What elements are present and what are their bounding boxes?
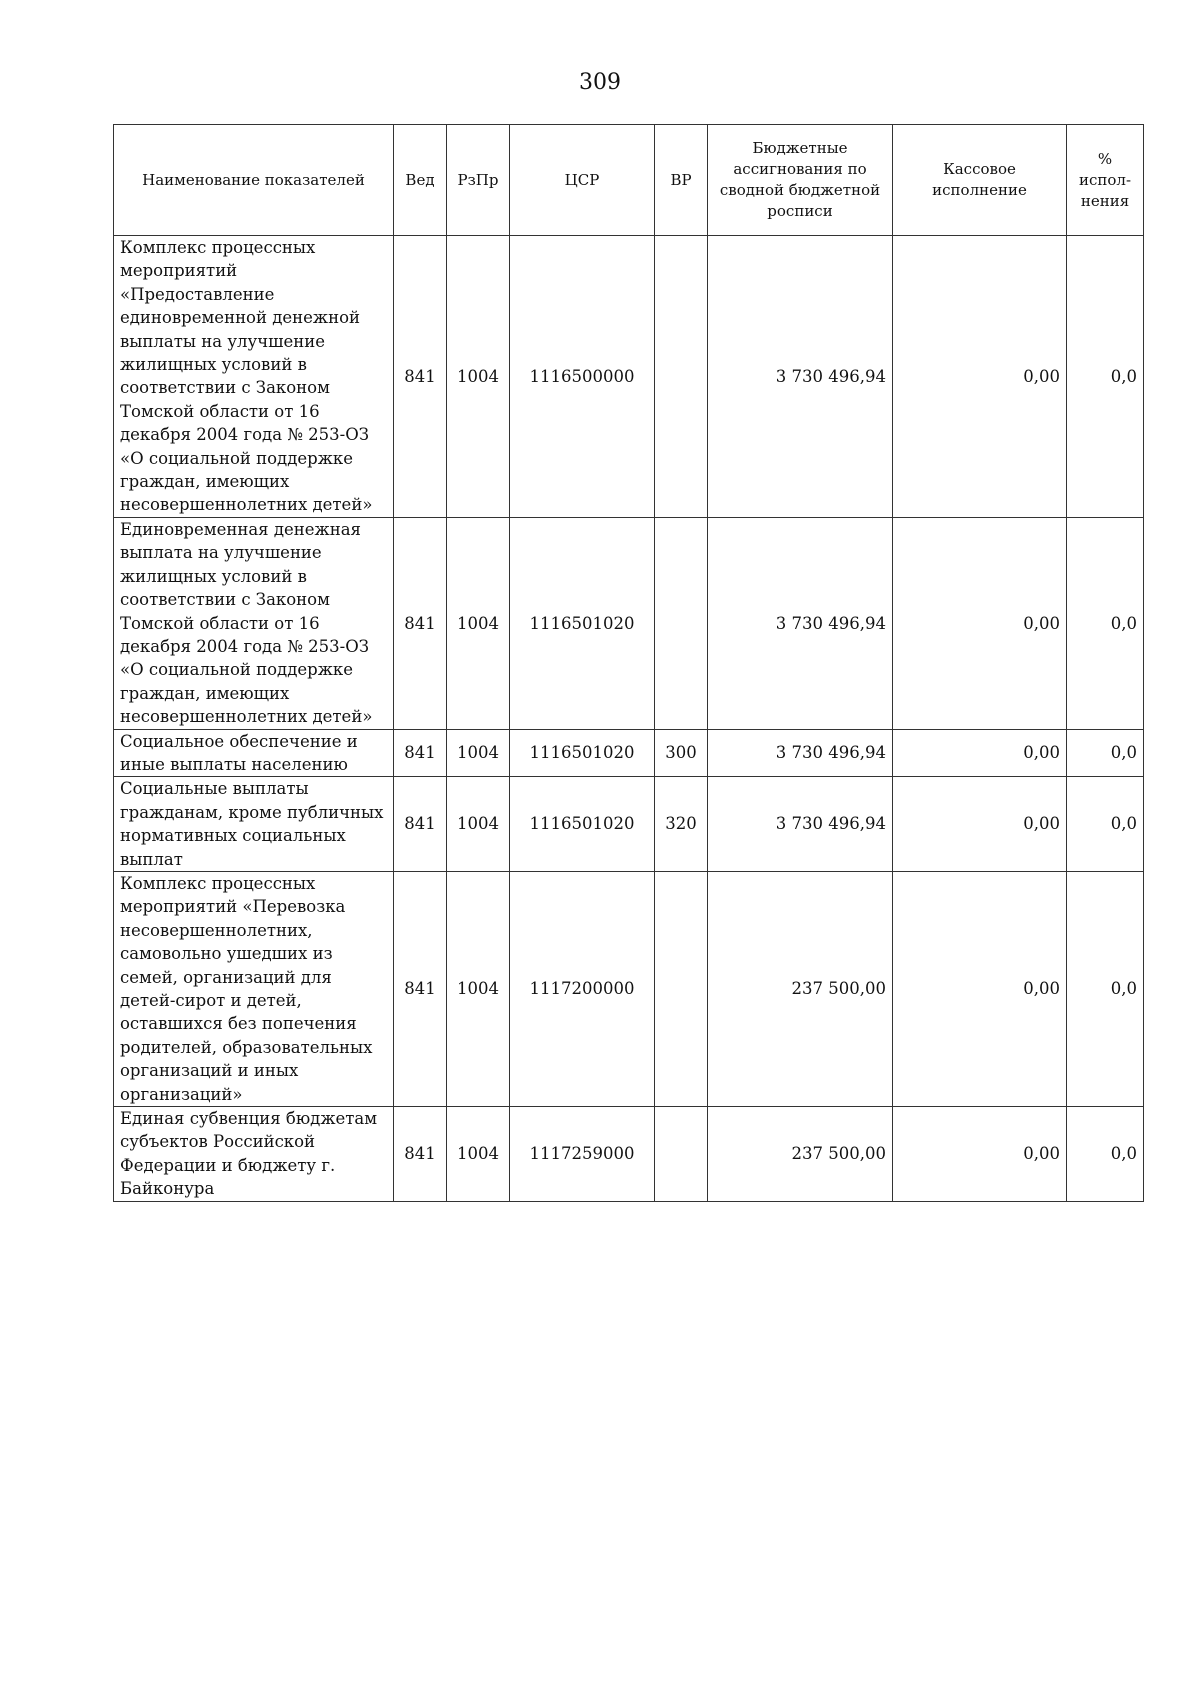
cell-ved: 841	[394, 729, 447, 777]
table-row	[114, 517, 1144, 729]
cell-ved: 841	[394, 777, 447, 872]
table-row	[114, 777, 1144, 872]
cell-cash: 0,00	[893, 236, 1067, 518]
cell-csr: 1116501020	[510, 517, 655, 729]
cell-rzpr: 1004	[447, 871, 510, 1106]
cell-rzpr: 1004	[447, 777, 510, 872]
header-allocations: Бюджетные ассигнования по сводной бюджетной росписи	[708, 125, 893, 236]
cell-name: Социальные выплаты гражданам, кроме публичных нормативных социальных выплат	[114, 777, 394, 872]
cell-csr: 1116500000	[510, 236, 655, 518]
cell-percent: 0,0	[1067, 236, 1144, 518]
cell-name: Комплекс процессных мероприятий «Перевозка несовершеннолетних, самовольно ушедших из семей, организаций для детей-сирот и детей, оставшихся без попечения родителей, образовательных организаций и иных организаций»	[114, 871, 394, 1106]
cell-cash: 0,00	[893, 871, 1067, 1106]
cell-csr: 1117259000	[510, 1107, 655, 1202]
cell-vr	[655, 871, 708, 1106]
cell-vr	[655, 1107, 708, 1202]
table-header-row	[114, 125, 1144, 236]
cell-allocations: 3 730 496,94	[708, 517, 893, 729]
cell-ved: 841	[394, 517, 447, 729]
cell-rzpr: 1004	[447, 1107, 510, 1202]
cell-name: Единовременная денежная выплата на улучшение жилищных условий в соответствии с Законом Томской области от 16 декабря 2004 года № 253-ОЗ «О социальной поддержке граждан, имеющих несовершеннолетних детей»	[114, 517, 394, 729]
cell-rzpr: 1004	[447, 517, 510, 729]
cell-percent: 0,0	[1067, 1107, 1144, 1202]
cell-percent: 0,0	[1067, 777, 1144, 872]
cell-vr	[655, 236, 708, 518]
cell-allocations: 237 500,00	[708, 871, 893, 1106]
cell-name: Единая субвенция бюджетам субъектов Российской Федерации и бюджету г. Байконура	[114, 1107, 394, 1202]
header-ved: Вед	[394, 125, 447, 236]
cell-vr	[655, 517, 708, 729]
header-csr: ЦСР	[510, 125, 655, 236]
table-row	[114, 236, 1144, 518]
cell-allocations: 237 500,00	[708, 1107, 893, 1202]
cell-allocations: 3 730 496,94	[708, 729, 893, 777]
cell-allocations: 3 730 496,94	[708, 236, 893, 518]
cell-rzpr: 1004	[447, 236, 510, 518]
cell-name: Социальное обеспечение и иные выплаты населению	[114, 729, 394, 777]
cell-cash: 0,00	[893, 777, 1067, 872]
header-vr: ВР	[655, 125, 708, 236]
cell-ved: 841	[394, 1107, 447, 1202]
cell-rzpr: 1004	[447, 729, 510, 777]
cell-percent: 0,0	[1067, 871, 1144, 1106]
cell-name: Комплекс процессных мероприятий «Предоставление единовременной денежной выплаты на улучшение жилищных условий в соответствии с Законом Томской области от 16 декабря 2004 года № 253-ОЗ «О социальной поддержке граждан, имеющих несовершеннолетних детей»	[114, 236, 394, 518]
cell-percent: 0,0	[1067, 517, 1144, 729]
cell-percent: 0,0	[1067, 729, 1144, 777]
cell-vr: 300	[655, 729, 708, 777]
cell-csr: 1116501020	[510, 777, 655, 872]
header-cash: Кассовое исполнение	[893, 125, 1067, 236]
cell-ved: 841	[394, 236, 447, 518]
header-name: Наименование показателей	[114, 125, 394, 236]
table-row	[114, 729, 1144, 777]
cell-allocations: 3 730 496,94	[708, 777, 893, 872]
page-number: 309	[579, 70, 621, 95]
cell-cash: 0,00	[893, 729, 1067, 777]
cell-csr: 1117200000	[510, 871, 655, 1106]
cell-cash: 0,00	[893, 517, 1067, 729]
table-row	[114, 871, 1144, 1106]
budget-table	[113, 124, 1144, 1202]
cell-vr: 320	[655, 777, 708, 872]
cell-ved: 841	[394, 871, 447, 1106]
cell-cash: 0,00	[893, 1107, 1067, 1202]
table-row	[114, 1107, 1144, 1202]
header-rzpr: РзПр	[447, 125, 510, 236]
cell-csr: 1116501020	[510, 729, 655, 777]
header-percent: % испол-нения	[1067, 125, 1144, 236]
